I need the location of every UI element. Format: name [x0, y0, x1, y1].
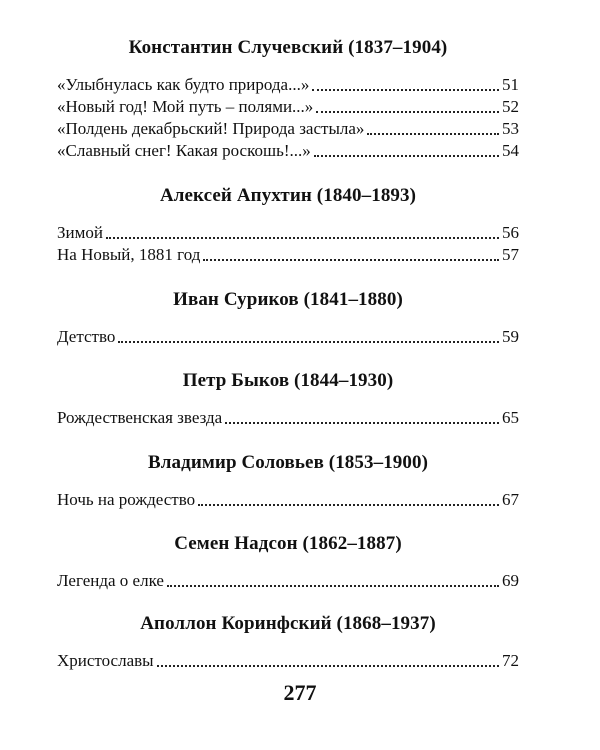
toc-section — [57, 369, 519, 429]
entry-page-number: 59 — [502, 327, 519, 346]
entry-title: «Славный снег! Какая роскошь!...» — [57, 141, 311, 160]
author-heading: Иван Суриков (1841–1880) — [173, 289, 403, 310]
entry-page-number: 52 — [502, 97, 519, 116]
dot-leader — [198, 504, 499, 506]
toc-entry[interactable] — [57, 650, 519, 672]
dot-leader — [312, 89, 499, 91]
author-heading: Семен Надсон (1862–1887) — [174, 533, 402, 554]
entry-page-number: 51 — [502, 75, 519, 94]
entry-title: Ночь на рождество — [57, 490, 196, 509]
toc-section — [57, 612, 519, 672]
toc-entry[interactable] — [57, 118, 519, 140]
entry-page-number: 65 — [502, 408, 519, 427]
author-heading: Константин Случевский (1837–1904) — [128, 37, 448, 58]
entry-page-number: 53 — [502, 119, 519, 138]
dot-leader — [314, 155, 499, 157]
entry-page-number: 72 — [502, 651, 519, 670]
dot-leader — [167, 585, 499, 587]
entry-title: Рождественская звезда — [57, 408, 223, 427]
toc-section — [57, 288, 519, 348]
dot-leader — [157, 665, 499, 667]
toc-entry[interactable] — [57, 96, 519, 118]
author-heading: Петр Быков (1844–1930) — [182, 370, 394, 391]
toc-section — [57, 184, 519, 266]
toc-section — [57, 532, 519, 592]
toc-entry[interactable] — [57, 407, 519, 429]
page-number: 277 — [283, 680, 317, 705]
toc-entry[interactable] — [57, 489, 519, 511]
author-heading: Владимир Соловьев (1853–1900) — [147, 452, 429, 473]
entry-page-number: 67 — [502, 490, 519, 509]
entry-title: Зимой — [57, 223, 103, 242]
entry-page-number: 69 — [502, 571, 519, 590]
entry-title: На Новый, 1881 год — [57, 245, 201, 264]
toc-entry[interactable] — [57, 74, 519, 96]
entry-title: «Новый год! Мой путь – полями...» — [57, 97, 314, 116]
dot-leader — [118, 341, 499, 343]
dot-leader — [316, 111, 499, 113]
toc-entry[interactable] — [57, 326, 519, 348]
dot-leader — [367, 133, 499, 135]
dot-leader — [225, 422, 499, 424]
author-heading: Алексей Апухтин (1840–1893) — [159, 185, 417, 206]
toc-entry[interactable] — [57, 222, 519, 244]
entry-title: Легенда о елке — [57, 571, 164, 590]
dot-leader — [203, 259, 499, 261]
entry-title: «Улыбнулась как будто природа...» — [57, 75, 310, 94]
toc-entry[interactable] — [57, 244, 519, 266]
toc-section — [57, 36, 519, 162]
entry-page-number: 54 — [502, 141, 519, 160]
entry-page-number: 57 — [502, 245, 519, 264]
entry-title: «Полдень декабрьский! Природа застыла» — [57, 119, 365, 138]
toc-entry[interactable] — [57, 570, 519, 592]
toc-section — [57, 451, 519, 511]
entry-title: Христославы — [57, 651, 154, 670]
dot-leader — [106, 237, 499, 239]
author-heading: Аполлон Коринфский (1868–1937) — [140, 613, 436, 634]
toc-entry[interactable] — [57, 140, 519, 162]
entry-title: Детство — [57, 327, 116, 346]
entry-page-number: 56 — [502, 223, 519, 242]
